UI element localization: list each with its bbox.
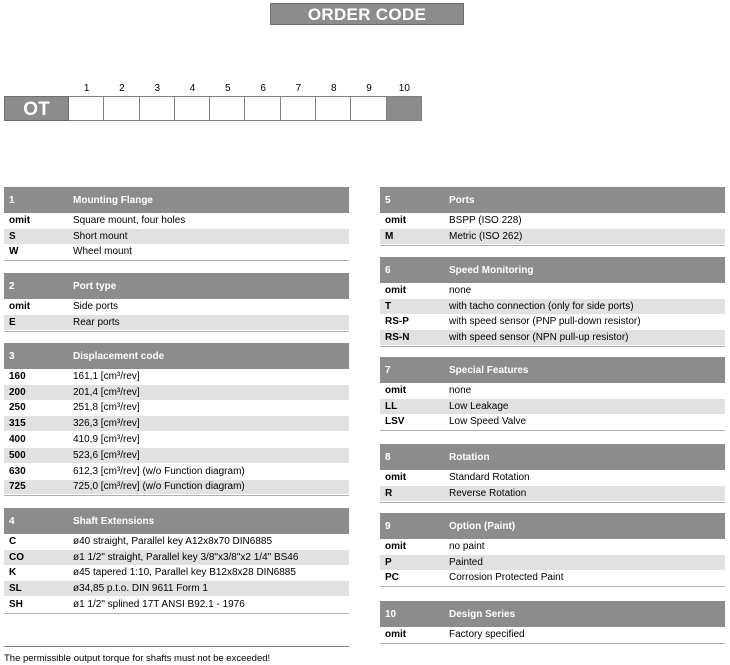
section-10 bbox=[380, 601, 725, 644]
option-code: omit bbox=[385, 540, 407, 552]
option-description: 410,9 [cm³/rev] bbox=[73, 434, 140, 446]
order-code-grid bbox=[4, 96, 422, 121]
option-code: omit bbox=[385, 384, 407, 396]
option-description: no paint bbox=[449, 540, 485, 552]
section-divider bbox=[4, 260, 349, 261]
section-header bbox=[4, 187, 349, 213]
option-row bbox=[380, 486, 725, 502]
section-2 bbox=[4, 273, 349, 332]
order-code-cell-3 bbox=[140, 96, 175, 121]
section-header bbox=[4, 343, 349, 369]
section-header bbox=[380, 601, 725, 627]
option-row bbox=[380, 283, 725, 299]
option-description: 523,6 [cm³/rev] bbox=[73, 449, 140, 461]
option-description: ø1 1/2" splined 17T ANSI B92.1 - 1976 bbox=[73, 599, 245, 611]
order-code-position-2: 2 bbox=[119, 83, 125, 94]
option-code: 400 bbox=[9, 434, 26, 446]
section-divider bbox=[380, 430, 725, 431]
option-description: Low Leakage bbox=[449, 400, 509, 412]
section-number: 6 bbox=[385, 264, 391, 276]
section-divider bbox=[4, 495, 349, 496]
option-code: RS-P bbox=[385, 316, 409, 328]
section-title: Ports bbox=[449, 194, 475, 206]
option-row bbox=[4, 315, 349, 331]
option-description: Wheel mount bbox=[73, 246, 132, 258]
section-divider bbox=[380, 502, 725, 503]
section-divider bbox=[380, 586, 725, 587]
option-row bbox=[380, 415, 725, 431]
option-code: SL bbox=[9, 583, 22, 595]
option-code: 725 bbox=[9, 481, 26, 493]
option-description: Low Speed Valve bbox=[449, 416, 527, 428]
option-row bbox=[4, 369, 349, 385]
option-description: Corrosion Protected Paint bbox=[449, 572, 564, 584]
option-row bbox=[4, 581, 349, 597]
option-row bbox=[380, 299, 725, 315]
option-row bbox=[380, 213, 725, 229]
option-row bbox=[4, 480, 349, 496]
order-code-position-8: 8 bbox=[330, 83, 337, 94]
section-number: 4 bbox=[9, 515, 15, 527]
option-description: Square mount, four holes bbox=[73, 214, 186, 226]
section-number: 9 bbox=[385, 520, 391, 532]
section-number: 5 bbox=[385, 194, 391, 206]
option-code: 500 bbox=[9, 449, 26, 461]
option-description: 201,4 [cm³/rev] bbox=[73, 386, 140, 398]
option-row bbox=[4, 299, 349, 315]
order-code-position-4: 4 bbox=[189, 83, 196, 94]
option-row bbox=[4, 534, 349, 550]
section-title: Design Series bbox=[449, 608, 516, 620]
option-description: 251,8 [cm³/rev] bbox=[73, 402, 140, 414]
section-number: 7 bbox=[385, 364, 391, 376]
order-code-position-9: 9 bbox=[366, 83, 372, 94]
section-1 bbox=[4, 187, 349, 261]
option-code: omit bbox=[9, 214, 31, 226]
option-code: LL bbox=[385, 400, 398, 412]
option-row bbox=[380, 315, 725, 331]
option-description: none bbox=[449, 284, 472, 296]
section-divider bbox=[4, 331, 349, 332]
option-row bbox=[380, 399, 725, 415]
order-code-position-10: 10 bbox=[398, 83, 410, 94]
option-code: T bbox=[385, 300, 392, 312]
option-code: 160 bbox=[9, 370, 26, 382]
section-number: 2 bbox=[9, 280, 15, 292]
order-code-cell-10 bbox=[387, 96, 422, 121]
section-3 bbox=[4, 343, 349, 496]
order-code-cell-1 bbox=[69, 96, 104, 121]
option-description: Painted bbox=[449, 556, 483, 568]
option-row bbox=[4, 385, 349, 401]
option-row bbox=[4, 213, 349, 229]
section-header bbox=[380, 187, 725, 213]
option-row bbox=[4, 566, 349, 582]
section-title: Speed Monitoring bbox=[449, 264, 534, 276]
section-7 bbox=[380, 357, 725, 431]
option-code: RS-N bbox=[385, 332, 410, 344]
order-code-cell-5 bbox=[210, 96, 245, 121]
option-row bbox=[4, 432, 349, 448]
option-code: 630 bbox=[9, 465, 26, 477]
option-description: ø1 1/2" straight, Parallel key 3/8"x3/8"x2 1/4" BS46 bbox=[73, 551, 299, 563]
section-title: Displacement code bbox=[73, 350, 165, 362]
option-description: Side ports bbox=[73, 300, 119, 312]
option-row bbox=[4, 229, 349, 245]
option-description: Reverse Rotation bbox=[449, 487, 527, 499]
section-header bbox=[380, 444, 725, 470]
option-description: with speed sensor (PNP pull-down resistor) bbox=[449, 316, 641, 328]
option-description: with speed sensor (NPN pull-up resistor) bbox=[449, 332, 629, 344]
section-6 bbox=[380, 257, 725, 347]
section-header bbox=[4, 508, 349, 534]
option-description: 161,1 [cm³/rev] bbox=[73, 370, 140, 382]
order-code-cell-8 bbox=[316, 96, 351, 121]
option-description: ø40 straight, Parallel key A12x8x70 DIN6885 bbox=[73, 535, 272, 547]
option-code: S bbox=[9, 230, 16, 242]
section-divider bbox=[4, 613, 349, 614]
option-row bbox=[4, 448, 349, 464]
section-title: Mounting Flange bbox=[73, 194, 153, 206]
section-header bbox=[380, 357, 725, 383]
order-code-cell-4 bbox=[175, 96, 210, 121]
option-description: BSPP (ISO 228) bbox=[449, 214, 522, 226]
order-code-cell-9 bbox=[351, 96, 386, 121]
option-code: E bbox=[9, 316, 16, 328]
section-8 bbox=[380, 444, 725, 503]
option-code: omit bbox=[385, 214, 407, 226]
option-description: Rear ports bbox=[73, 316, 120, 328]
option-row bbox=[380, 571, 725, 587]
order-code-position-7: 7 bbox=[295, 83, 302, 94]
section-5 bbox=[380, 187, 725, 246]
option-description: Standard Rotation bbox=[449, 471, 530, 483]
option-row bbox=[380, 470, 725, 486]
order-code-position-numbers bbox=[0, 83, 730, 95]
section-title: Shaft Extensions bbox=[73, 515, 155, 527]
section-number: 1 bbox=[9, 194, 15, 206]
option-code: omit bbox=[385, 628, 407, 640]
section-title: Option (Paint) bbox=[449, 520, 516, 532]
option-row bbox=[380, 627, 725, 643]
option-description: ø45 tapered 1:10, Parallel key B12x8x28 DIN6885 bbox=[73, 567, 296, 579]
section-number: 8 bbox=[385, 451, 391, 463]
option-row bbox=[4, 401, 349, 417]
order-code-cell-7 bbox=[281, 96, 316, 121]
option-row bbox=[380, 330, 725, 346]
option-code: SH bbox=[9, 599, 23, 611]
section-title: Rotation bbox=[449, 451, 490, 463]
option-code: 315 bbox=[9, 418, 26, 430]
option-row bbox=[380, 383, 725, 399]
option-row bbox=[4, 464, 349, 480]
option-description: 612,3 [cm³/rev] (w/o Function diagram) bbox=[73, 465, 245, 477]
option-code: C bbox=[9, 535, 17, 547]
option-code: 250 bbox=[9, 402, 26, 414]
order-code-position-1: 1 bbox=[83, 83, 90, 94]
option-code: M bbox=[385, 230, 394, 242]
option-description: none bbox=[449, 384, 472, 396]
option-code: K bbox=[9, 567, 17, 579]
order-code-position-3: 3 bbox=[154, 83, 161, 94]
option-row bbox=[380, 229, 725, 245]
order-code-position-5: 5 bbox=[225, 83, 231, 94]
order-code-position-6: 6 bbox=[260, 83, 266, 94]
option-row bbox=[380, 555, 725, 571]
option-row bbox=[4, 597, 349, 613]
section-divider bbox=[380, 245, 725, 246]
option-code: PC bbox=[385, 572, 399, 584]
option-description: Metric (ISO 262) bbox=[449, 230, 523, 242]
footer-note: The permissible output torque for shafts must not be exceeded! bbox=[4, 646, 349, 664]
option-code: omit bbox=[9, 300, 31, 312]
order-code-cell-6 bbox=[245, 96, 280, 121]
option-code: omit bbox=[385, 471, 407, 483]
order-code-prefix: OT bbox=[4, 96, 69, 121]
option-code: R bbox=[385, 487, 393, 499]
option-code: LSV bbox=[385, 416, 405, 428]
option-code: omit bbox=[385, 284, 407, 296]
option-row bbox=[4, 245, 349, 261]
section-header bbox=[4, 273, 349, 299]
page-title: ORDER CODE bbox=[270, 3, 464, 25]
section-title: Port type bbox=[73, 280, 117, 292]
section-header bbox=[380, 513, 725, 539]
option-description: ø34,85 p.t.o. DIN 9611 Form 1 bbox=[73, 583, 208, 595]
option-row bbox=[4, 416, 349, 432]
section-divider bbox=[380, 643, 725, 644]
option-description: 326,3 [cm³/rev] bbox=[73, 418, 140, 430]
option-description: Short mount bbox=[73, 230, 128, 242]
option-row bbox=[380, 539, 725, 555]
section-4 bbox=[4, 508, 349, 614]
section-divider bbox=[380, 346, 725, 347]
order-code-cell-2 bbox=[104, 96, 139, 121]
option-code: CO bbox=[9, 551, 24, 563]
section-9 bbox=[380, 513, 725, 587]
option-description: with tacho connection (only for side ports) bbox=[449, 300, 634, 312]
option-description: Factory specified bbox=[449, 628, 525, 640]
section-title: Special Features bbox=[449, 364, 529, 376]
section-number: 3 bbox=[9, 350, 15, 362]
option-code: P bbox=[385, 556, 392, 568]
option-description: 725,0 [cm³/rev] (w/o Function diagram) bbox=[73, 481, 245, 493]
option-code: W bbox=[9, 246, 19, 258]
section-number: 10 bbox=[385, 608, 397, 620]
option-code: 200 bbox=[9, 386, 26, 398]
section-header bbox=[380, 257, 725, 283]
option-row bbox=[4, 550, 349, 566]
